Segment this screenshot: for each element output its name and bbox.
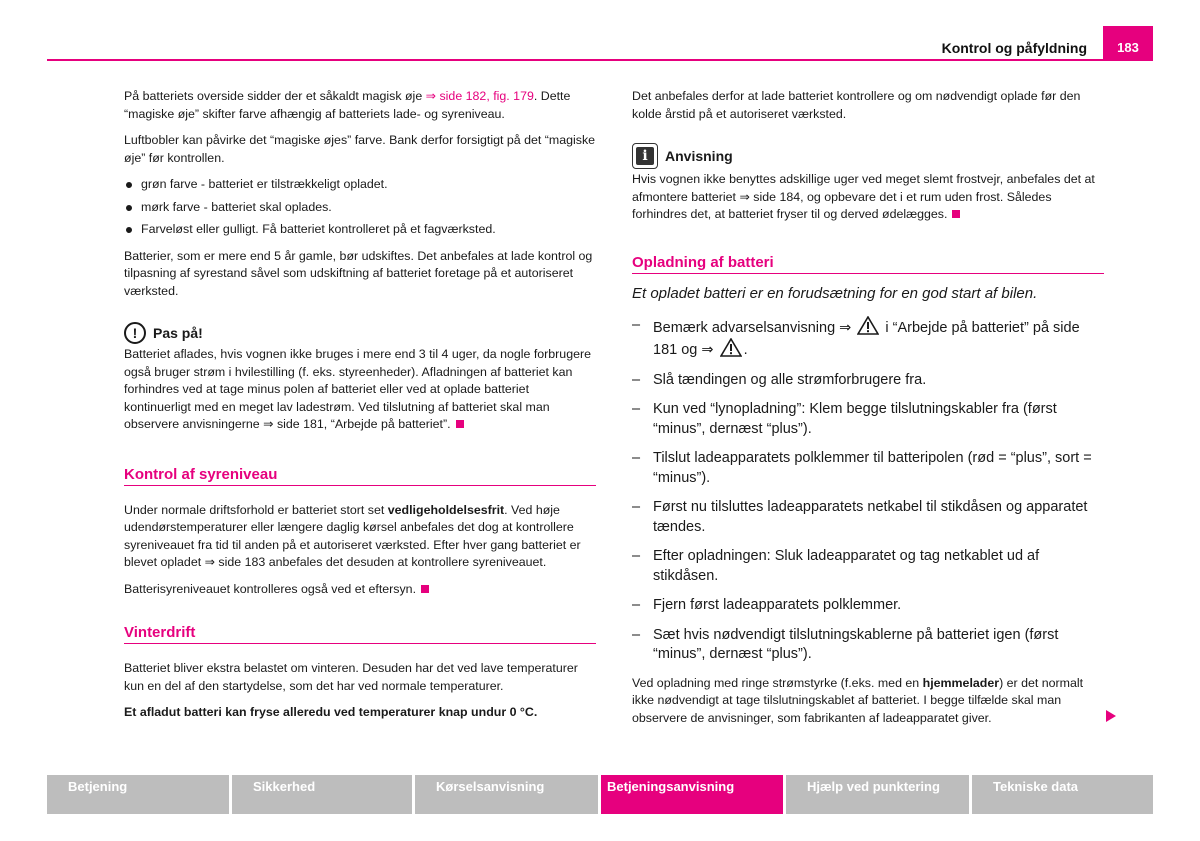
end-mark-icon	[952, 210, 960, 218]
end-mark-icon	[421, 585, 429, 593]
text: Hvis vognen ikke benyttes adskillige uger ved meget slemt frostvejr, anbefales det at afmontere batteriet ⇒ side 184, og opbevare det i et rum uden frost. Således forhindres det, at batteriet fryser til og derved ødelægges.	[632, 172, 1095, 221]
warning-triangle-icon	[720, 338, 742, 357]
list-item: grøn farve - batteriet er tilstrækkeligt opladet.	[124, 176, 596, 194]
text: På batteriets overside sidder der et såkaldt magisk øje	[124, 89, 426, 103]
section-heading-winter: Vinterdrift	[124, 624, 596, 644]
acid-paragraph	[124, 502, 596, 572]
section-heading-charging: Opladning af batteri	[632, 254, 1104, 274]
list-item: – Kun ved “lynopladning”: Klem begge tilslutningskabler fra (først “minus”, dernæst “plus”).	[632, 400, 1104, 439]
left-column	[124, 88, 596, 731]
tab-korselsanvisning[interactable]: Kørselsanvisning	[415, 775, 598, 814]
air-bubbles-paragraph: Luftbobler kan påvirke det “magiske øjes” farve. Bank derfor forsigtigt på det “magiske øje” før kontrollen.	[124, 133, 596, 165]
header-rule	[47, 59, 1153, 61]
right-column	[632, 88, 1104, 736]
warning-triangle-icon	[857, 316, 879, 335]
text: ) er det normalt ikke nødvendigt at tage tilslutningskablet af batteriet. I begge tilfælde skal man observere de anvisninger, som fabrikanten af ladeapparatet giver.	[632, 675, 1084, 725]
tab-betjening[interactable]: Betjening	[47, 775, 229, 814]
text: . Ved høje udendørstemperaturer eller længere daglig kørsel anbefales det dog at kontrollere syreniveauet fra tid til anden på et autoriseret værksted. Efter hver gang batteriet er blevet opladet ⇒ side 183 anbefales det desuden at kontrollere syreniveauet.	[124, 502, 581, 569]
list-item: mørk farve - batteriet skal oplades.	[124, 199, 596, 217]
note-title: Anvisning	[665, 148, 733, 164]
text: Under normale driftsforhold er batteriet stort set	[124, 502, 388, 517]
text: i “Arbejde på batteriet” på side 181 og ⇒	[653, 319, 1080, 358]
caution-heading	[124, 322, 596, 344]
text: Bemærk advarselsanvisning ⇒	[653, 319, 852, 336]
text: .	[743, 342, 748, 358]
end-mark-icon	[456, 420, 464, 428]
note-text	[632, 171, 1104, 224]
caution-icon: !	[124, 322, 146, 344]
bold-term: vedligeholdelsesfrit	[387, 502, 505, 517]
info-glyph: i	[636, 147, 654, 165]
section-heading-acid-level: Kontrol af syreniveau	[124, 466, 596, 486]
text: Batteriet aflades, hvis vognen ikke bruges i mere end 3 til 4 uger, da nogle forbrugere også bruger strøm i hvilestilling (f. eks. styreenheder). Afladningen af batteriet kan forhindres ved at tage minus polen af batteriet eller ved at oplade batteriet kontinuerligt med en meget lav ladestrøm. Ved tilslutning af batteriet skal man observere anvisningerne ⇒ side 181, “Arbejde på batteriet”.	[124, 347, 591, 431]
winter-paragraph: Batteriet bliver ekstra belastet om vinteren. Desuden har det ved lave temperaturer kun en del af den startydelse, som det har ved normale temperaturer.	[124, 661, 578, 693]
bottom-navigation	[47, 775, 1153, 814]
caution-text	[124, 346, 596, 434]
charging-steps	[632, 316, 1104, 665]
tab-tekniske-data[interactable]: Tekniske data	[972, 775, 1153, 814]
page-header-title: Kontrol og påfyldning	[941, 40, 1087, 56]
text: Ved opladning med ringe strømstyrke (f.eks. med en	[632, 675, 923, 690]
info-icon	[632, 143, 658, 169]
note-heading	[632, 143, 1104, 169]
page-reference-link[interactable]: ⇒ side 182, fig. 179	[425, 89, 534, 103]
winter-warning: Et afladut batteri kan fryse alleredu ved temperaturer knap undur 0 °C.	[124, 705, 538, 719]
list-item: – Efter opladningen: Sluk ladeapparatet og tag netkablet ud af stikdåsen.	[632, 547, 1104, 586]
acid-inspection-paragraph	[124, 581, 596, 599]
tab-sikkerhed[interactable]: Sikkerhed	[232, 775, 412, 814]
next-page-arrow-icon[interactable]	[1105, 709, 1117, 723]
list-item: – Fjern først ladeapparatets polklemmer.	[632, 596, 1104, 616]
text: . Dette “magiske øje” skifter farve afhængig af batteriets lade- og syreniveau.	[124, 89, 571, 121]
bold-term: hjemmelader	[922, 675, 1000, 690]
caution-title: Pas på!	[153, 325, 203, 341]
recommendation-paragraph: Det anbefales derfor at lade batteriet kontrollere og om nødvendigt oplade før den kolde årstid på et autoriseret værksted.	[632, 89, 1081, 121]
list-item: Farveløst eller gulligt. Få batteriet kontrolleret på et fagværksted.	[124, 221, 596, 239]
list-item	[632, 316, 1104, 361]
replacement-paragraph: Batterier, som er mere end 5 år gamle, bør udskiftes. Det anbefales at lade kontrol og tilpasning af syrestand såvel som udskiftning af batteriet foretage på et autoriseret værksted.	[124, 248, 593, 298]
magic-eye-paragraph	[124, 88, 596, 123]
list-item: – Sæt hvis nødvendigt tilslutningskablerne på batteriet igen (først “minus”, dernæst “plus”).	[632, 626, 1104, 665]
tab-hjaelp-ved-punktering[interactable]: Hjælp ved punktering	[786, 775, 969, 814]
tab-betjeningsanvisning[interactable]: Betjeningsanvisning	[601, 775, 783, 814]
color-list	[124, 176, 596, 239]
charging-lead: Et opladet batteri er en forudsætning for en god start af bilen.	[632, 284, 1038, 302]
page-number: 183	[1103, 26, 1153, 59]
list-item: – Slå tændingen og alle strømforbrugere fra.	[632, 371, 1104, 391]
list-item: – Først nu tilsluttes ladeapparatets netkabel til stikdåsen og apparatet tændes.	[632, 498, 1104, 537]
home-charger-paragraph	[632, 675, 1104, 728]
text: Batterisyreniveauet kontrolleres også ved et eftersyn.	[124, 581, 417, 596]
list-item: – Tilslut ladeapparatets polklemmer til batteripolen (rød = “plus”, sort = “minus”).	[632, 449, 1104, 488]
